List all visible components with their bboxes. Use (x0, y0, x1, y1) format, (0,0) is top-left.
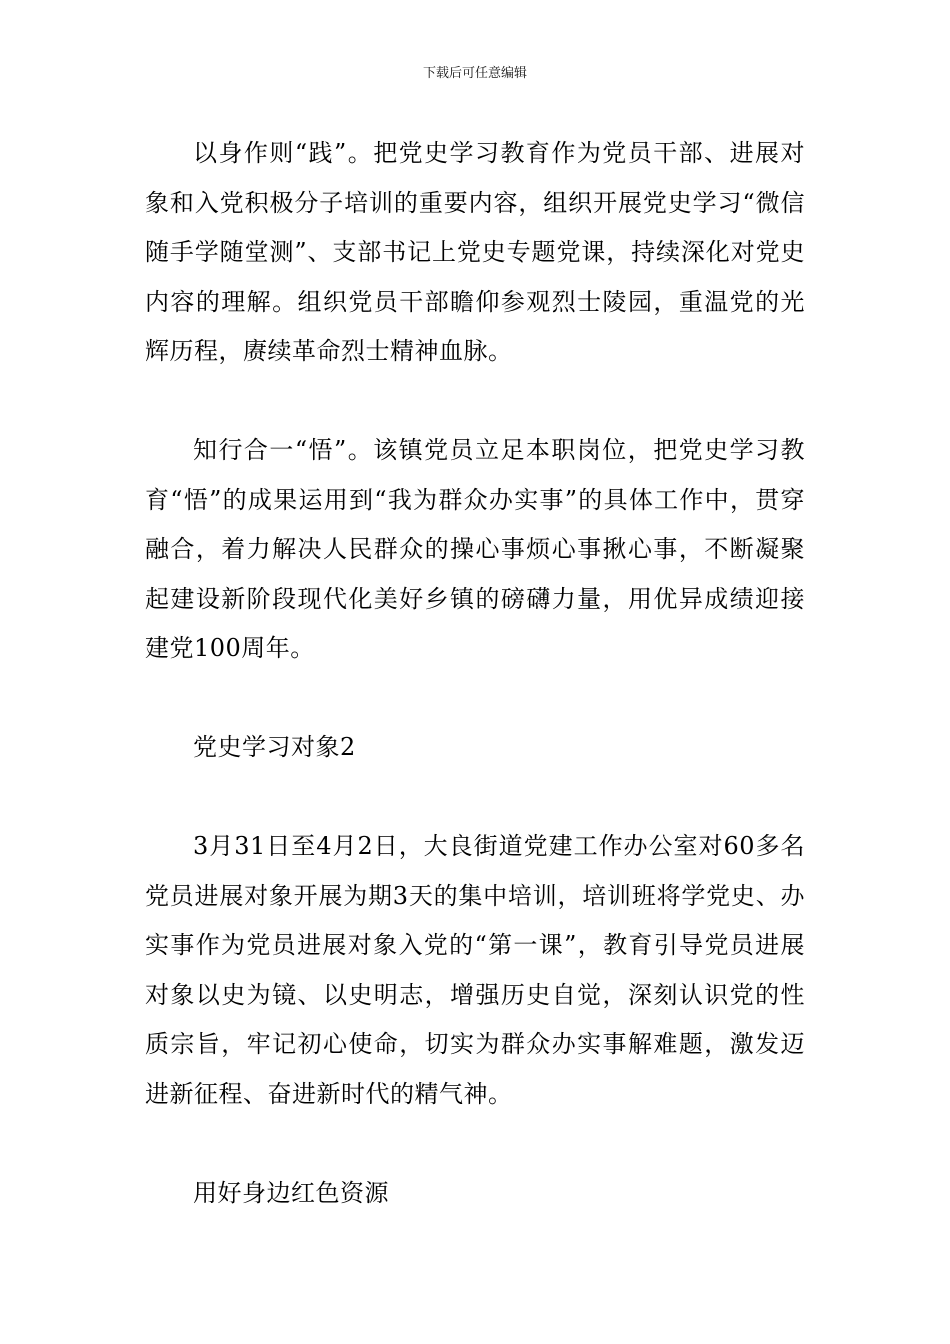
paragraph-lead-by-example: 以身作则“践”。把党史学习教育作为党员干部、进展对象和入党积极分子培训的重要内容，组织开展党史学习“微信随手学随堂测”、支部书记上党史专题党课，持续深化对党史内容的理解。组织党员干部瞻仰参观烈士陵园，重温党的光辉历程，赓续革命烈士精神血脉。 (145, 139, 805, 365)
paragraph-training-session: 3月31日至4月2日，大良街道党建工作办公室对60多名党员进展对象开展为期3天的集中培训，培训班将学党史、办实事作为党员进展对象入党的“第一课”，教育引导党员进展对象以史为镜、以史明志，增强历史自觉，深刻认识党的性质宗旨，牢记初心使命，切实为群众办实事解难题，激发迈进新征程、奋进新时代的精气神。 (145, 832, 805, 1108)
document-body (145, 129, 805, 1218)
paragraph-unity-of-knowledge-action: 知行合一“悟”。该镇党员立足本职岗位，把党史学习教育“悟”的成果运用到“我为群众办实事”的具体工作中，贯穿融合，着力解决人民群众的操心事烦心事揪心事，不断凝聚起建设新阶段现代化美好乡镇的磅礴力量，用优异成绩迎接建党100周年。 (145, 436, 805, 662)
page-header-note: 下载后可任意编辑 (422, 66, 527, 81)
section-heading-party-history-2: 党史学习对象2 (193, 733, 356, 761)
paragraph-gap (145, 377, 805, 427)
section-heading-red-resources: 用好身边红色资源 (193, 1178, 389, 1207)
paragraph-gap (145, 674, 805, 724)
paragraph-gap (145, 1119, 805, 1169)
paragraph-gap (145, 773, 805, 823)
